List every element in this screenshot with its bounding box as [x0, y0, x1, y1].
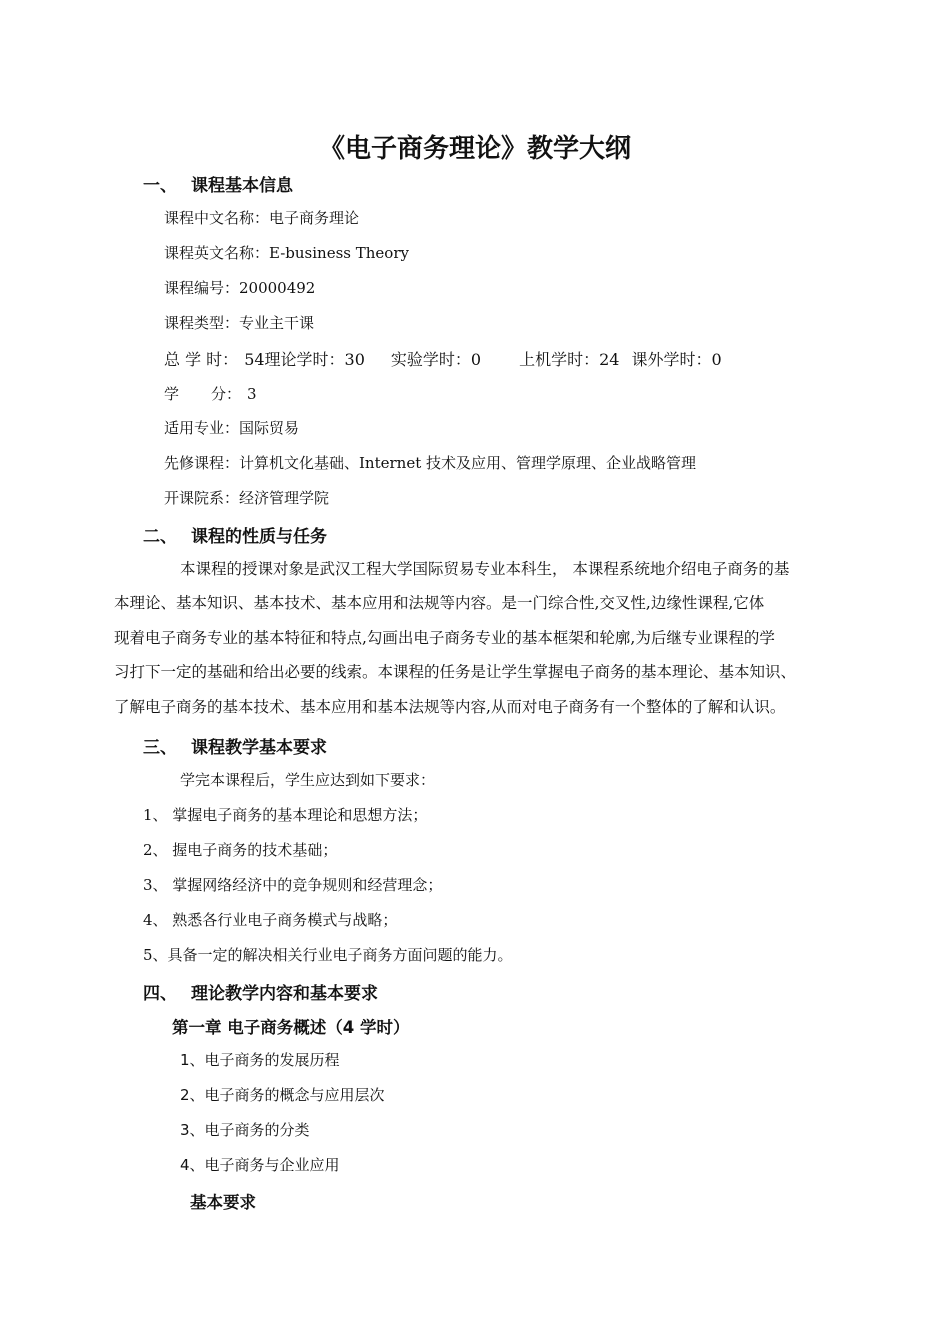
- basic-requirements-heading: 基本要求: [190, 1193, 256, 1212]
- section-title: 理论教学内容和基本要求: [191, 984, 378, 1004]
- info-credit-row: [164, 383, 257, 404]
- paragraph-line: 了解电子商务的基本技术、基本应用和基本法规等内容,从而对电子商务有一个整体的了解和认识。: [114, 697, 786, 716]
- computer-hours: 上机学时：24: [519, 350, 620, 369]
- info-dept: 开课院系：经济管理学院: [164, 489, 330, 507]
- section-number: 二、: [143, 527, 177, 547]
- info-code: 课程编号：20000492: [164, 279, 316, 297]
- section-number: 一、: [143, 176, 177, 196]
- paragraph-line: 本课程的授课对象是武汉工程大学国际贸易专业本科生， 本课程系统地介绍电子商务的基: [180, 560, 790, 578]
- extra-hours: 课外学时：0: [631, 350, 722, 369]
- paragraph-line: 习打下一定的基础和给出必要的线索。本课程的任务是让学生掌握电子商务的基本理论、基本知识、: [114, 663, 797, 682]
- section-number: 三、: [143, 738, 177, 758]
- info-major: 适用专业：国际贸易: [164, 419, 300, 437]
- section-title: 课程教学基本要求: [191, 738, 327, 758]
- info-hours-row: [164, 347, 722, 370]
- section-heading-3: [143, 733, 327, 758]
- chapter-item: 1、电子商务的发展历程: [180, 1051, 340, 1069]
- course-nature-paragraph: [114, 552, 846, 724]
- section-heading-1: [143, 171, 293, 196]
- info-en-name: 课程英文名称：E-business Theory: [164, 244, 409, 262]
- requirement-item: 2、 握电子商务的技术基础；: [143, 841, 338, 859]
- info-prereq: 先修课程：计算机文化基础、Internet 技术及应用、管理学原理、企业战略管理: [164, 454, 696, 472]
- requirement-item: 3、 掌握网络经济中的竞争规则和经营理念；: [143, 876, 443, 894]
- chapter-item: 2、电子商务的概念与应用层次: [180, 1086, 385, 1104]
- requirement-item: 4、 熟悉各行业电子商务模式与战略；: [143, 911, 398, 929]
- theory-hours: 理论学时：30: [264, 350, 365, 369]
- hours-total: 54: [244, 350, 265, 369]
- lab-hours: 实验学时：0: [390, 350, 482, 369]
- requirement-item: 5、具备一定的解决相关行业电子商务方面问题的能力。: [143, 946, 513, 964]
- credit-label-1: 学: [164, 385, 180, 403]
- chapter-item: 3、电子商务的分类: [180, 1121, 310, 1139]
- document-title: 《电子商务理论》教学大纲: [318, 134, 631, 164]
- credit-label-2: 分：: [211, 385, 242, 403]
- info-type: 课程类型：专业主干课: [164, 314, 315, 332]
- section-heading-4: [143, 979, 378, 1004]
- paragraph-line: 本理论、基本知识、基本技术、基本应用和法规等内容。是一门综合性,交叉性,边缘性课程,它体: [114, 594, 765, 613]
- requirement-item: 1、 掌握电子商务的基本理论和思想方法；: [143, 806, 428, 824]
- credit-value: 3: [247, 385, 257, 403]
- info-cn-name: 课程中文名称：电子商务理论: [164, 209, 360, 227]
- chapter-item: 4、电子商务与企业应用: [180, 1156, 340, 1174]
- section-heading-2: [143, 522, 327, 547]
- section-number: 四、: [143, 984, 177, 1004]
- chapter-title: 第一章 电子商务概述（4 学时）: [172, 1018, 410, 1037]
- section-title: 课程的性质与任务: [191, 527, 327, 547]
- paragraph-line: 现着电子商务专业的基本特征和特点,勾画出电子商务专业的基本框架和轮廓,为后继专业课程的学: [114, 628, 775, 647]
- hours-label: 总 学 时：: [164, 350, 239, 369]
- requirements-intro: 学完本课程后，学生应达到如下要求：: [180, 771, 436, 789]
- section-title: 课程基本信息: [191, 176, 293, 196]
